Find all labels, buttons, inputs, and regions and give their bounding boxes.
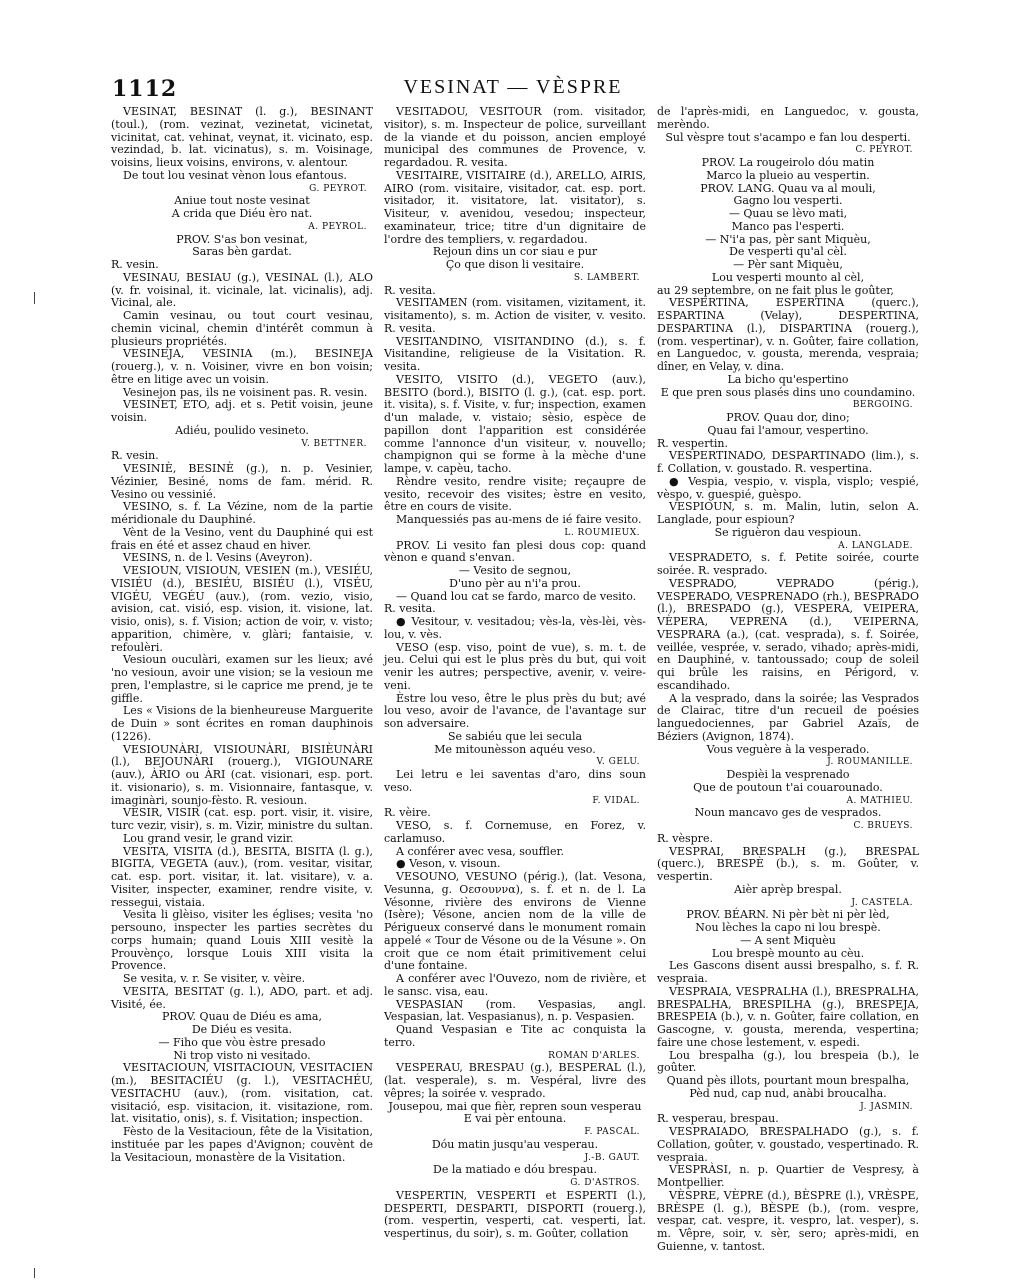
dictionary-entry: R. vèspre. [657,831,713,845]
quotation-line: De vesperti qu'al cèl. [729,245,847,259]
quotation-author: V. BETTNER. [301,438,367,449]
dictionary-entry: Vènt de la Vesino, vent du Dauphiné qui est frais en été et assez chaud en hiver. [111,525,373,552]
dictionary-entry: Quand Vespasian e Tite ac conquista la terro. [384,1023,646,1049]
quotation-line: Ni trop visto ni vesitado. [173,1048,311,1062]
dictionary-entry: PROV. Li vesito fan plesi dous cop: quand vènon e quand s'envan. [384,538,646,565]
dictionary-entry: de l'après-midi, en Languedoc, v. gousta, merèndo. [657,105,919,131]
quotation-line: — Pèr sant Miquèu, [733,258,843,271]
quotation-author: F. PASCAL. [584,1127,640,1137]
quotation-line: PROV. Quau de Diéu es ama, [162,1010,322,1024]
quotation-author: A. PEYROL. [308,221,367,232]
dictionary-entry: VESIOUN, VISIOUN, VESIEN (m.), VESIÉU, VISIÉU (d.), BESIÉU, BISIÉU (l.), VISÉU, VIGÉU, VEGÉU (auv.), (rom. vezio, visio, avision, cat. visió, esp. vision, it. visione, lat. visio, onis), s. f. Vision; action de voir, v. visto; apparition, chimère, v. glàri; fantaisie, v. refoulèri. [111,564,373,654]
quotation-line: E vai pèr entouna. [463,1112,567,1126]
dictionary-entry: Lou grand vesir, le grand vizir. [123,831,294,845]
quotation-author: J. ROUMANILLE. [827,757,913,768]
dictionary-entry: ● Vespia, vespio, v. vispla, visplo; vespié, vèspo, v. guespié, guèspo. [657,474,919,501]
dictionary-entry: VESITAIRE, VISITAIRE (d.), ARELLO, AIRIS, AIRO (rom. visitaire, visitador, cat. esp. port. visitador, it. visitatore, lat. visitator), s. Visiteur, v. avenidou, vesedou; inspecteur, examinateur, trice; titre d'un dignitaire de l'ordre des templiers, v. regardadou. [384,168,646,246]
quotation-line: — N'i'a pas, pèr sant Miquèu, [705,232,871,246]
quotation-line: Se sabiéu que lei secula [447,729,583,743]
quotation-line: Manco pas l'esperti. [731,219,845,233]
quotation-author: L. ROUMIEUX. [564,527,640,538]
quotation-line: De la matiado e dóu brespau. [433,1163,597,1177]
dictionary-entry: VESPRADO, VEPRADO (périg.), VESPERADO, VESPRENADO (rh.), BESPRADO (l.), BRESPADO (g.), VESPERA, VEIPERA, VÈPERA, VEPRENA (d.), VEIPERNA, VESPRARA (a.), (cat. vesprada), s. f. Soirée, veillée, vesprée, v. serado, vihado; après-midi, en Dauphiné, v. tantoussado; coup de soleil qui brûle les raisins, en Périgord, v. escandihado. [657,576,920,692]
quotation-line: A crida que Diéu èro nat. [171,207,313,220]
quotation-line: D'uno pèr au n'i'a prou. [449,576,581,590]
dictionary-entry: VESITAMEN (rom. visitamen, vizitament, it. visitamento), s. m. Action de visiter, v. vesito. R. vesita. [384,296,646,335]
dictionary-entry: VESPRAIA, VESPRALHA (l.), BRESPRALHA, BRESPALHA, BRESPILHA (g.), BRESPEJA, BRESPEIA (b.), v. n. Goûter, faire collation, en Gascogne, v. gousta, merenda, vespertina; faire une chose lestement, v. espedi. [657,984,919,1049]
quotation-author: J. CASTELA. [851,897,913,908]
running-head: VESINAT — VÈSPRE [403,76,623,98]
dictionary-entry: VESPRAIADO, BRESPALHADO (g.), s. f. Collation, goûter, v. goustado, vespertinado. R. vespraia. [657,1125,919,1164]
dictionary-entry: ● Vesitour, v. vesitadou; vès-la, vès-lèi, vès-lou, v. vès. [384,615,646,641]
quotation-line: Jousepou, mai que fièr, repren soun vesperau [388,1099,642,1113]
dictionary-entry: A conférer avec vesa, souffler. [396,844,565,858]
column-right [657,105,920,1253]
dictionary-entry: VESITA, VISITA (d.), BESITA, BISITA (l. g.), BIGITA, VEGETA (auv.), (rom. vesitar, visitar, cat. esp. port. visitar, it. lat. visitare), v. a. Visiter, inspecter, examiner, rendre visite, v. ressegui, vistaia. [111,844,373,909]
quotation-line: PROV. Quau dor, dino; [726,411,850,424]
dictionary-entry: VESPERAU, BRESPAU (g.), BESPERAL (l.), (lat. vesperale), s. m. Vespéral, livre des vêpres; la soirée v. vesprado. [384,1061,646,1100]
dictionary-entry: VESPRÀSI, n. p. Quartier de Vespresy, à Montpellier. [657,1163,919,1189]
dictionary-entry: R. vesin. [111,449,159,463]
quotation-line: Despièi la vesprenado [726,768,850,781]
dictionary-entry: VESPASIAN (rom. Vespasias, angl. Vespasian, lat. Vespasianus), n. p. Vespasien. [384,997,646,1024]
quotation-line: Quau fai l'amour, vespertino. [707,423,869,437]
quotation-author: G. PEYROT. [309,183,367,194]
quotation-line: Adiéu, poulido vesineto. [175,423,309,437]
dictionary-entry: R. vesita. [384,283,436,297]
dictionary-entry: Vesinejon pas, ils ne voisinent pas. R. vesin. [123,385,368,399]
quotation-line: Vous veguère à la vesperado. [706,742,870,756]
quotation-line: Pèd nud, cap nud, anàbi broucalha. [689,1086,887,1100]
quotation-line: Lou brespè mounto au cèu. [711,946,865,960]
quotation-line: Noun mancavo ges de vesprados. [694,806,882,820]
dictionary-entry: VESPIOUN, s. m. Malin, lutin, selon A. Langlade, pour espioun? [657,500,919,526]
page-header [112,76,914,106]
quotation-line: Rejoun dins un cor siau e pur [432,245,598,259]
dictionary-entry: Fèsto de la Vesitacioun, fête de la Visitation, instituée par les papes d'Avignon; couvènt de la Vesitacioun, monastère de la Visitation. [111,1125,373,1164]
quotation-line: Ço que dison li vesitaire. [445,258,585,271]
dictionary-entry: VESPERTINA, ESPERTINA (querc.), ESPARTINA (Velay), DESPERTINA, DESPARTINA (l.), DISPARTINA (rouerg.), (rom. vespertinar), v. n. Goûter, faire collation, en Languedoc, v. gousta, merenda, vespraia; dîner, en Velay, v. dina. [657,296,919,373]
quotation-author: ROMAN D'ARLES. [548,1050,640,1061]
quotation-line: PROV. LANG. Quau va al mouli, [700,181,876,195]
dictionary-entry: De tout lou vesinat vènon lous efantous. [123,168,347,182]
dictionary-entry: VESITO, VISITO (d.), VEGETO (auv.), BESITO (bord.), BISITO (l. g.), (cat. esp. port. it. visita), s. f. Visite, v. fur; inspection, examen d'un malade, v. vistaio; sèsio, espèce de papillon dont l'apparition est considérée comme l'annonce d'un visiteur, v. nouvello; champignon qui se forme à la mèche d'une lampe, v. capèu, tacho. [384,372,646,475]
column-left [111,106,373,1176]
quotation-line: Me mitounèsson aquéu veso. [434,742,596,756]
quotation-line: Dóu matin jusqu'au vesperau. [431,1137,599,1151]
dictionary-entry: VESO (esp. viso, point de vue), s. m. t. de jeu. Celui qui est le plus près du but, qui voit venir les autres; perspective, avenir, v. veire-veni. [384,640,646,692]
quotation-line: Aniue tout noste vesinat [174,194,310,208]
quotation-line: Lou vesperti mounto al cèl, [711,270,865,284]
dictionary-entry: R. vèire. [384,806,431,820]
quotation-line: PROV. BÉARN. Ni pèr bèt ni pèr lèd, [686,908,890,922]
quotation-line: Aièr aprèp brespal. [734,882,842,896]
quotation-author: A. MATHIEU. [846,795,913,806]
quotation-author: G. D'ASTROS. [570,1178,640,1188]
column-middle [384,105,646,1240]
dictionary-entry: VESIOUNÀRI, VISIOUNÀRI, BISIÈUNÀRI (l.), BEJOUNÀRI (rouerg.), VIGIOUNARE (auv.), ÀRIO ou ÀRI (cat. visionari, esp. port. it. visionario), s. m. Visionnaire, fantasque, v. imaginàri, sounjo-fèsto. R. vesioun. [111,742,373,807]
dictionary-entry: Vesioun ouculàri, examen sur les lieux; avé 'no vesioun, avoir une vision; se la vesioun me pren, l'emplastre, si le caprice me prend, je te giffle. [111,653,373,705]
dictionary-entry: VESITACIOUN, VISITACIOUN, VESITACIEN (m.), BESITACIÉU (g. l.), VESITACHÉU, VESITACHU (auv.), (rom. visitation, cat. visitació, esp. visitacion, it. visitazione, rom. lat. visitatio, onis), s. f. Visitation; inspection. [111,1061,373,1126]
dictionary-entry: VESINAU, BESIAU (g.), VESINAL (l.), ALO (v. fr. voisinal, it. vicinale, lat. vicinalis), adj. Vicinal, ale. [111,270,373,310]
dictionary-entry: VESITADOU, VESITOUR (rom. visitador, visitor), s. m. Inspecteur de police, surveillant de la viande et du poisson, ancien employé municipal des communes de Provence, v. regardadou. R. vesita. [384,105,646,169]
dictionary-entry: VESPRADETO, s. f. Petite soirée, courte soirée. R. vesprado. [657,551,919,577]
quotation-line: E que pren sous plasés dins uno coundamino. [660,385,916,399]
quotation-line: Saras bèn gardat. [192,245,292,259]
dictionary-entry: VESPRAI, BRESPALH (g.), BRESPAL (querc.), BRESPÈ (b.), s. m. Goûter, v. vespertin. [657,844,919,883]
dictionary-entry: Manquessiés pas au-mens de ié faire vesito. [396,513,642,526]
quotation-author: BERGOING. [852,400,913,411]
quotation-author: J. JASMIN. [860,1101,913,1112]
dictionary-entry: VÈSPRE, VÈPRE (d.), BÈSPRE (l.), VRÈSPE, BRÈSPE (l. g.), BÈSPE (b.), (rom. vespre, vespar, cat. vespre, it. vespro, lat. vesper), s. m. Vêpre, soir, v. sèr, sero; après-midi, en Guienne, v. tantost. [657,1188,919,1253]
dictionary-entry: Les Gascons disent aussi brespalho, s. f. R. vespraia. [657,959,919,985]
quotation-line: Quand pès illots, pourtant moun brespalha, [666,1074,910,1087]
dictionary-entry: VESO, s. f. Cornemuse, en Forez, v. carlamuso. [384,819,646,845]
dictionary-entry: VESINEJA, VESINIA (m.), BESINEJA (rouerg.), v. n. Voisiner, vivre en bon voisin; être en litige avec un voisin. [111,347,373,386]
dictionary-entry: Vesita li glèiso, visiter les églises; vesita 'no persouno, inspecter les parties secrètes du corps humain; quand Louis XIII vesitè la Prouvènço, lorsque Louis XIII visita la Provence. [111,908,373,973]
dictionary-entry: VESINAT, BESINAT (l. g.), BESINANT (toul.), (rom. vezinat, vezinetat, vicinetat, vicinitat, cat. vehinat, veynat, it. vicinato, esp. vezindad, b. lat. vicinatus), s. m. Voisinage, voisins, lieux voisins, environs, v. alentour. [111,105,373,169]
quotation-line: PROV. S'as bon vesinat, [176,232,308,246]
dictionary-entry: Se vesita, v. r. Se visiter, v. vèire. [123,972,306,985]
quotation-author: J.-B. GAUT. [584,1152,640,1163]
quotation-line: — A sent Miquèu [740,933,836,947]
dictionary-entry: VESINIÈ, BESINÈ (g.), n. p. Vesinier, Vézinier, Besiné, noms de fam. mérid. R. Vesino ou vessinié. [111,462,373,501]
quotation-author: F. VIDAL. [592,795,640,806]
quotation-line: — Vesito de segnou, [458,564,572,577]
dictionary-entry: Lou brespalha (g.), lou brespeia (b.), le goûter. [657,1048,919,1075]
dictionary-entry: R. vespertin. [657,436,728,450]
quotation-line: — Fiho que vòu èstre presado [158,1035,326,1049]
dictionary-entry: ● Veson, v. visoun. [396,857,501,871]
dictionary-entry: Camin vesinau, ou tout court vesinau, chemin vicinal, chemin d'intérêt commun à plusieurs propriétés. [111,309,373,348]
dictionary-entry: R. vesperau, brespau. [657,1112,779,1126]
dictionary-entry: VESITANDINO, VISITANDINO (d.), s. f. Visitandine, religieuse de la Visitation. R. vesita. [384,334,646,373]
quotation-line: La bicho qu'espertino [727,372,849,386]
dictionary-entry: VESINO, s. f. La Vézine, nom de la partie méridionale du Dauphiné. [111,500,373,526]
quotation-author: A. LANGLADE. [838,540,913,551]
dictionary-entry: VESOUNO, VESUNO (périg.), (lat. Vesona, Vesunna, g. Οεσουννα), s. f. et n. de l. La Vésonne, rivière des environs de Vienne (Isère); Vésone, ancien nom de la ville de Périgueux conservé dans le monument romain appelé « Tour de Vésone ou de la Vésune ». On croit que ce nom était primitivement celui d'une fontaine. [384,870,646,973]
dictionary-entry: Les « Visions de la bienheureuse Marguerite de Duin » sont écrites en roman dauphinois (1226). [111,704,373,743]
quotation-author: C. BRUEYS. [853,821,913,831]
quotation-line: Gagno lou vesperti. [733,194,843,208]
dictionary-entry: VESPERTINADO, DESPARTINADO (lim.), s. f. Collation, v. goustado. R. vespertina. [657,449,919,475]
dictionary-entry: R. vesita. [384,602,436,616]
dictionary-entry: VESITA, BESITAT (g. l.), ADO, part. et adj. Visité, ée. [111,984,373,1011]
quotation-line: De Diéu es vesita. [191,1023,293,1036]
quotation-author: C. PEYROT. [855,145,913,156]
quotation-line: Se riguèron dau vespioun. [714,525,862,539]
dictionary-entry: — Quand lou cat se fardo, marco de vesito. [396,589,637,603]
dictionary-entry: VESINS, n. de l. Vesins (Aveyron). [123,551,313,565]
quotation-line: PROV. La rougeirolo dóu matin [701,156,875,169]
quotation-line: Que de poutoun t'ai couarounado. [693,780,883,794]
margin-mark [34,292,35,304]
dictionary-entry: VESINET, ETO, adj. et s. Petit voisin, jeune voisin. [111,398,373,424]
dictionary-entry: Rèndre vesito, rendre visite; reçaupre de vesito, recevoir des visites; èstre en vesito, être en cours de visite. [384,474,646,514]
dictionary-entry: VESIR, VISIR (cat. esp. port. visir, it. visire, turc vezir, visir), s. m. Vizir, ministre du sultan. [111,806,373,832]
dictionary-entry: Èstre lou veso, être le plus près du but; avé lou veso, avoir de l'avance, de l'avantage sur son adversaire. [384,691,646,730]
margin-mark [34,1268,35,1278]
dictionary-entry: au 29 septembre, on ne fait plus le goûter, [657,283,894,297]
quotation-line: Marco la plueio au vespertin. [706,168,870,182]
dictionary-entry: VESPERTIN, VESPERTI et ESPERTI (l.), DESPERTI, DESPARTI, DISPORTI (rouerg.), (rom. vespertin, vesperti, cat. vesperti, lat. vespertinus, du soir), s. m. Goûter, collation [384,1188,646,1240]
quotation-line: — Quau se lèvo mati, [728,207,848,220]
quotation-author: S. LAMBERT. [573,272,640,283]
dictionary-entry: Lei letru e lei saventas d'aro, dins soun veso. [384,768,646,794]
quotation-line: Sul vèspre tout s'acampo e fan lou desperti. [665,130,911,144]
dictionary-entry: R. vesin. [111,258,159,271]
quotation-line: Nou lèches la capo ni lou brespè. [695,921,881,934]
page-number: 1112 [112,76,178,102]
quotation-author: V. GELU. [596,757,640,768]
dictionary-entry: A la vesprado, dans la soirée; las Vesprados de Clairac, titre d'un recueil de poésies languedociennes, par Gabriel Azaïs, de Béziers (Avignon, 1874). [657,691,919,743]
dictionary-entry: A conférer avec l'Ouvezo, nom de rivière, et le sansc. visa, eau. [384,972,646,998]
